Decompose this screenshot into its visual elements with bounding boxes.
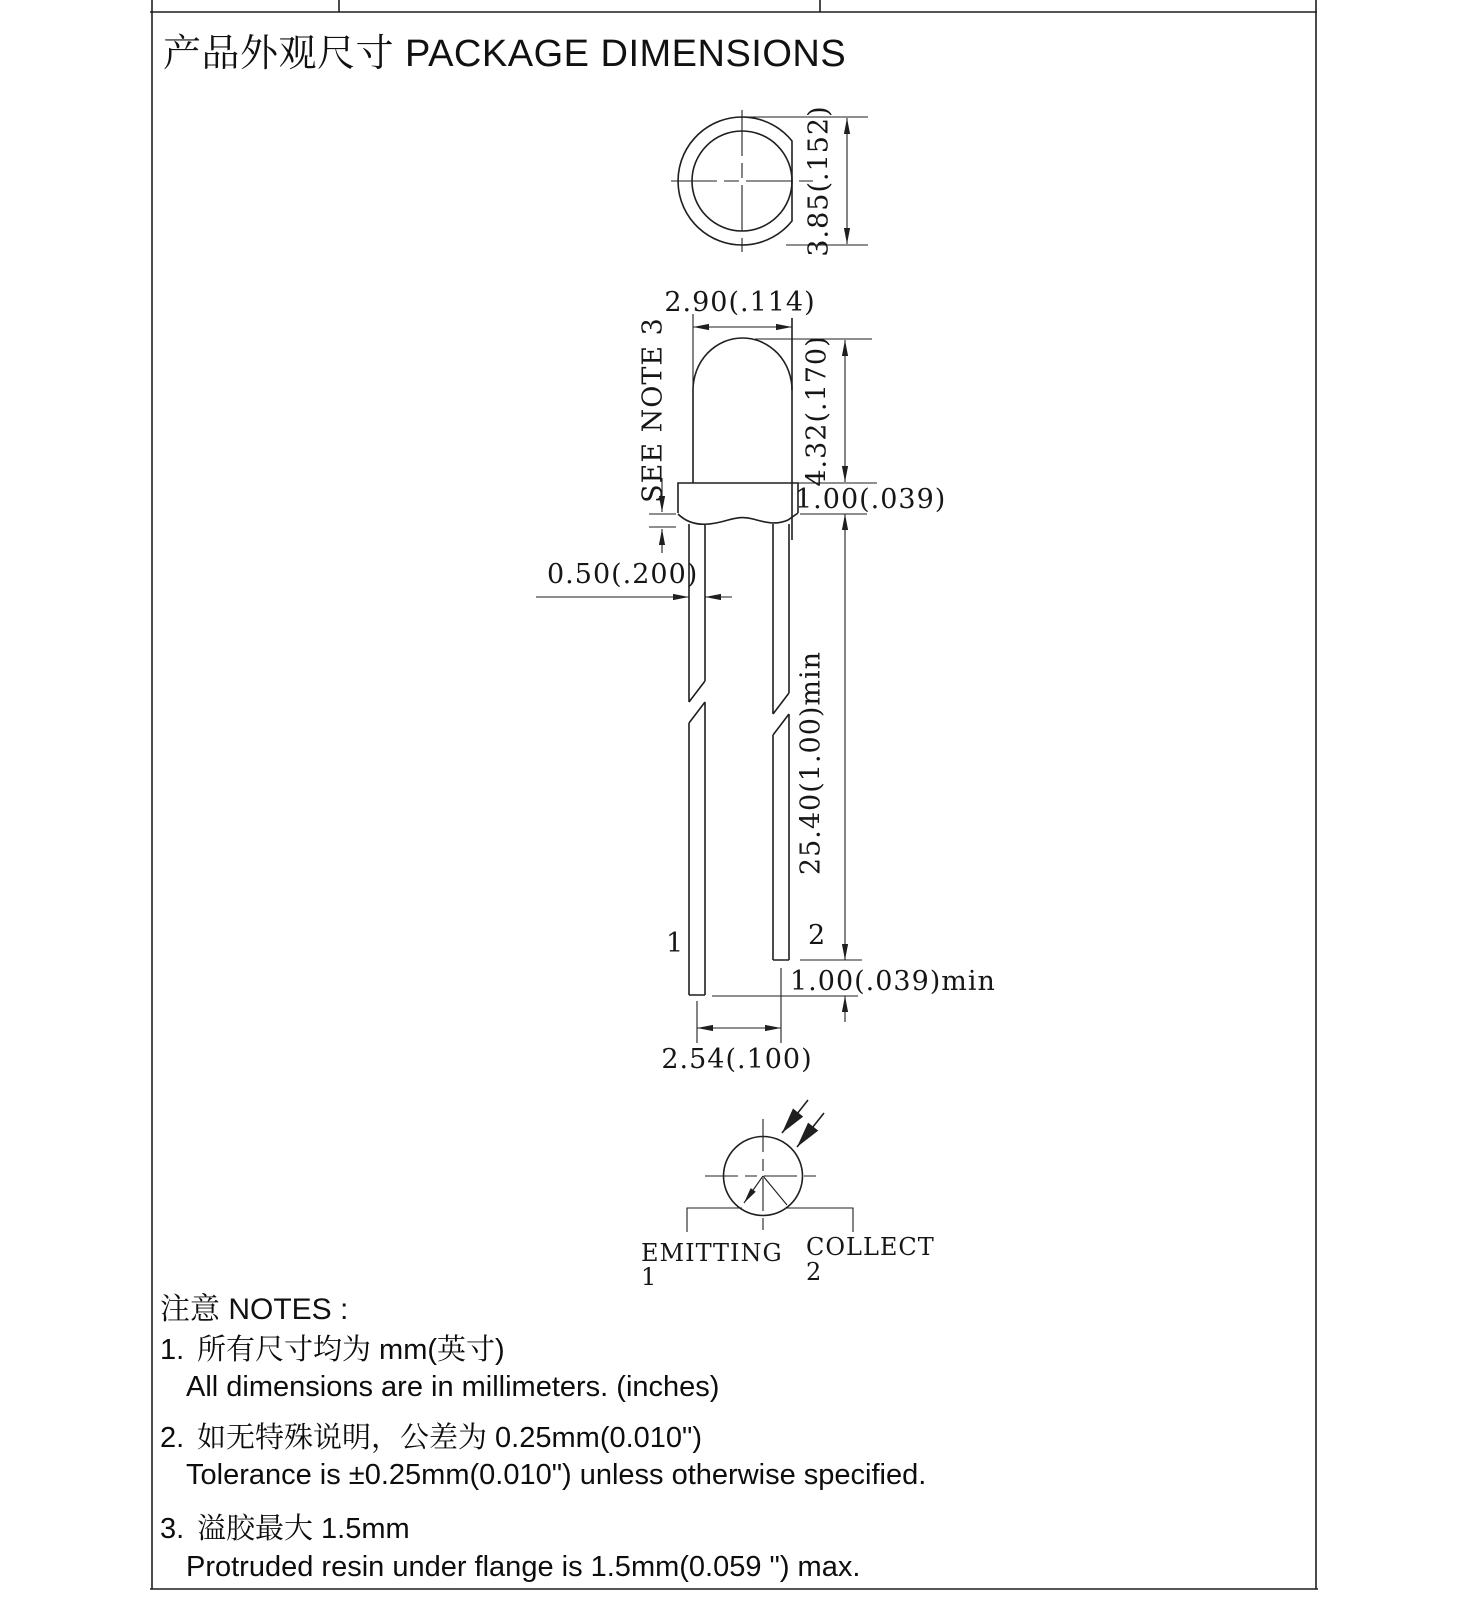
note-3-cn-text: 溢胶最大 1.5mm: [197, 1513, 410, 1545]
dim-label-dome-width: 2.90(.114): [664, 287, 816, 318]
top-view: [671, 105, 868, 256]
dim-label-flange-height: 1.00(.039): [795, 484, 947, 515]
see-note-3-label: SEE NOTE 3: [637, 317, 669, 503]
dim-label-lead-pitch: 2.54(.100): [661, 1044, 813, 1075]
note-1-en: All dimensions are in millimeters. (inches): [186, 1371, 720, 1403]
pin1-label: 1: [666, 928, 685, 959]
note-2-en: Tolerance is ±0.25mm(0.010") unless otherwise specified.: [186, 1459, 927, 1491]
dim-label-lead-length: 25.40(1.00)min: [795, 650, 827, 876]
dim-label-top-diameter: 3.85(.152): [803, 105, 835, 257]
page-title: 产品外观尺寸 PACKAGE DIMENSIONS: [163, 33, 847, 75]
dim-label-lead-width: 0.50(.200): [547, 559, 699, 590]
note-3-en: Protruded resin under flange is 1.5mm(0.059 ") max.: [186, 1551, 861, 1583]
lead-1: [689, 524, 705, 995]
collect-pin-label: 2: [806, 1258, 823, 1286]
note-2-number: 2.: [160, 1422, 185, 1454]
pin2-label: 2: [808, 920, 827, 951]
note-2-cn: [160, 1415, 702, 1456]
collect-label: COLLECT: [806, 1233, 935, 1261]
emitting-label: EMITTING: [641, 1239, 783, 1267]
dim-label-dome-height: 4.32(.170): [801, 335, 833, 487]
note-1-cn-text: 所有尺寸均为 mm(英寸): [197, 1334, 505, 1366]
dim-label-lead-tip-diff: 1.00(.039)min: [790, 966, 996, 997]
notes-heading: 注意 NOTES :: [160, 1293, 349, 1326]
front-view: [536, 287, 996, 1075]
note-1-number: 1.: [160, 1334, 185, 1366]
note-3-cn: [160, 1506, 410, 1547]
note-2-cn-text: 如无特殊说明，公差为 0.25mm(0.010"): [197, 1422, 702, 1454]
lead-2: [773, 524, 789, 960]
light-arrows-icon: [782, 1100, 824, 1147]
emitting-pin-label: 1: [641, 1263, 658, 1291]
note-1-cn: [160, 1327, 505, 1368]
note-3-number: 3.: [160, 1513, 185, 1545]
schematic-symbol: [641, 1100, 935, 1291]
